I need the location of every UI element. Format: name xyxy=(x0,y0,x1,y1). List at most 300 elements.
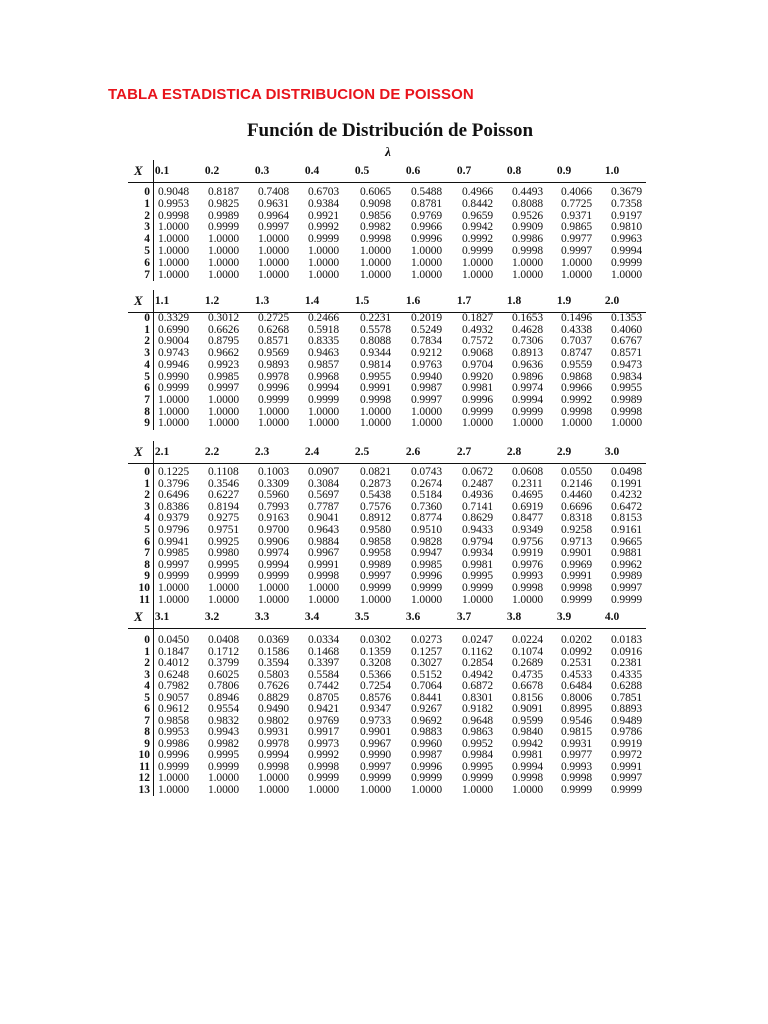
probability-cell: 0.9998 xyxy=(308,570,340,583)
probability-cell: 0.9987 xyxy=(411,749,443,761)
probability-cell: 0.8571 xyxy=(611,347,643,360)
table-row xyxy=(128,749,648,761)
lambda-value: 1.9 xyxy=(556,295,572,307)
lambda-value: 3.6 xyxy=(405,611,421,623)
probability-cell: 0.9212 xyxy=(411,347,443,360)
x-value: 1 xyxy=(144,477,150,490)
lambda-value: 0.9 xyxy=(556,165,572,177)
table-row xyxy=(128,347,648,359)
probability-cell: 0.9275 xyxy=(208,512,240,525)
lambda-header-row xyxy=(128,160,646,183)
probability-cell: 1.0000 xyxy=(308,256,340,269)
probability-cell: 0.9884 xyxy=(308,535,340,548)
probability-cell: 0.6990 xyxy=(158,323,190,336)
table-row xyxy=(128,382,648,394)
probability-cell: 0.9786 xyxy=(611,726,643,738)
probability-cell: 0.9997 xyxy=(411,393,443,406)
lambda-value: 3.2 xyxy=(204,611,220,623)
probability-cell: 0.9997 xyxy=(158,558,190,571)
lambda-value: 2.5 xyxy=(354,446,370,458)
probability-cell: 0.6025 xyxy=(208,668,240,681)
lambda-value: 2.0 xyxy=(604,295,620,307)
x-value: 6 xyxy=(144,382,150,395)
probability-cell: 0.9992 xyxy=(308,221,340,234)
probability-cell: 0.9999 xyxy=(308,233,340,246)
probability-cell: 0.7982 xyxy=(158,680,190,692)
probability-cell: 1.0000 xyxy=(462,268,494,281)
probability-cell: 0.9665 xyxy=(611,535,643,548)
probability-cell: 0.9098 xyxy=(360,197,392,210)
probability-cell: 0.9379 xyxy=(158,512,190,525)
probability-cell: 0.0550 xyxy=(561,466,593,478)
probability-cell: 0.9943 xyxy=(208,726,240,738)
probability-cell: 0.0498 xyxy=(611,466,643,478)
probability-cell: 0.9976 xyxy=(512,558,544,571)
probability-cell: 0.9580 xyxy=(360,524,392,536)
probability-cell: 0.5184 xyxy=(411,489,443,502)
probability-cell: 0.2311 xyxy=(512,477,543,490)
x-value: 6 xyxy=(144,703,150,715)
probability-cell: 0.1653 xyxy=(512,312,544,324)
lambda-value: 2.2 xyxy=(204,446,220,458)
probability-cell: 1.0000 xyxy=(158,245,190,257)
probability-cell: 0.9955 xyxy=(611,382,643,395)
probability-cell: 0.7360 xyxy=(411,500,443,513)
probability-cell: 0.4493 xyxy=(512,186,544,198)
lambda-value: 1.2 xyxy=(204,295,220,307)
table-row xyxy=(128,692,648,704)
probability-cell: 0.9463 xyxy=(308,347,340,360)
probability-cell: 0.9612 xyxy=(158,703,190,715)
probability-cell: 0.9998 xyxy=(158,209,190,222)
table-row xyxy=(128,512,648,524)
table-row xyxy=(128,772,648,784)
probability-cell: 0.8893 xyxy=(611,703,643,715)
x-value: 8 xyxy=(144,726,150,738)
lambda-value: 0.3 xyxy=(254,165,270,177)
probability-cell: 1.0000 xyxy=(158,582,190,594)
probability-cell: 0.9986 xyxy=(158,737,190,750)
probability-cell: 1.0000 xyxy=(462,783,494,796)
probability-cell: 0.9662 xyxy=(208,347,240,360)
probability-cell: 0.3796 xyxy=(158,477,190,490)
probability-cell: 0.1225 xyxy=(158,466,190,478)
probability-cell: 1.0000 xyxy=(360,593,392,606)
probability-cell: 0.9881 xyxy=(611,547,643,560)
probability-cell: 0.9182 xyxy=(462,703,494,715)
probability-cell: 0.9942 xyxy=(462,221,494,234)
probability-cell: 0.9999 xyxy=(611,593,643,606)
probability-cell: 0.9963 xyxy=(611,233,643,246)
probability-cell: 0.9996 xyxy=(411,760,443,773)
probability-cell: 0.9990 xyxy=(360,749,392,761)
probability-cell: 0.0907 xyxy=(308,466,340,478)
lambda-value: 3.9 xyxy=(556,611,572,623)
probability-cell: 1.0000 xyxy=(308,405,340,418)
lambda-value: 0.2 xyxy=(204,165,220,177)
probability-cell: 0.8576 xyxy=(360,691,392,704)
probability-cell: 0.9756 xyxy=(512,535,544,548)
probability-cell: 1.0000 xyxy=(360,256,392,269)
table-row xyxy=(128,634,648,646)
probability-cell: 0.7064 xyxy=(411,680,443,692)
x-value: 4 xyxy=(144,233,150,246)
probability-cell: 0.2854 xyxy=(462,657,494,669)
probability-cell: 0.9999 xyxy=(462,772,494,784)
probability-cell: 1.0000 xyxy=(258,233,290,246)
probability-cell: 0.9999 xyxy=(360,772,392,784)
probability-cell: 0.9769 xyxy=(411,209,443,222)
probability-cell: 0.1586 xyxy=(258,645,290,658)
probability-cell: 0.4460 xyxy=(561,489,593,502)
probability-cell: 0.9636 xyxy=(512,358,544,371)
x-value: 10 xyxy=(138,749,150,761)
x-value: 7 xyxy=(144,268,150,281)
probability-cell: 0.5960 xyxy=(258,489,290,502)
probability-cell: 1.0000 xyxy=(208,593,240,606)
probability-cell: 0.5918 xyxy=(308,323,340,336)
probability-cell: 0.9832 xyxy=(208,714,240,727)
x-value: 1 xyxy=(144,645,150,658)
probability-cell: 0.0821 xyxy=(360,466,392,478)
probability-cell: 0.9999 xyxy=(258,393,290,406)
probability-cell: 0.6472 xyxy=(611,500,643,513)
probability-cell: 0.6288 xyxy=(611,680,643,692)
probability-cell: 0.9648 xyxy=(462,714,494,727)
table-row xyxy=(128,582,648,594)
probability-cell: 0.9041 xyxy=(308,512,340,525)
probability-cell: 0.9995 xyxy=(208,749,240,761)
x-value: 4 xyxy=(144,680,150,692)
table-row xyxy=(128,761,648,773)
probability-cell: 0.9989 xyxy=(208,209,240,222)
probability-cell: 0.9998 xyxy=(512,245,544,257)
probability-cell: 0.9996 xyxy=(462,393,494,406)
probability-cell: 0.5697 xyxy=(308,489,340,502)
probability-cell: 0.9994 xyxy=(512,760,544,773)
probability-cell: 0.9863 xyxy=(462,726,494,738)
probability-cell: 1.0000 xyxy=(308,268,340,281)
probability-cell: 0.9977 xyxy=(561,749,593,761)
probability-cell: 0.9980 xyxy=(208,547,240,560)
x-value: 1 xyxy=(144,197,150,210)
probability-cell: 0.2873 xyxy=(360,477,392,490)
lambda-value: 1.5 xyxy=(354,295,370,307)
probability-cell: 0.8774 xyxy=(411,512,443,525)
probability-cell: 0.9893 xyxy=(258,358,290,371)
lambda-value: 3.3 xyxy=(254,611,270,623)
probability-cell: 0.7993 xyxy=(258,500,290,513)
table-row xyxy=(128,221,648,233)
probability-cell: 0.9942 xyxy=(512,737,544,750)
probability-cell: 0.9999 xyxy=(411,772,443,784)
table-row xyxy=(128,269,648,281)
x-value: 5 xyxy=(144,691,150,704)
lambda-value: 2.1 xyxy=(154,446,170,458)
probability-cell: 1.0000 xyxy=(258,417,290,430)
probability-cell: 0.9999 xyxy=(158,570,190,583)
table-row xyxy=(128,245,648,257)
probability-cell: 0.2231 xyxy=(360,312,392,324)
probability-cell: 0.8829 xyxy=(258,691,290,704)
probability-cell: 0.9802 xyxy=(258,714,290,727)
probability-cell: 0.9883 xyxy=(411,726,443,738)
probability-cell: 0.8088 xyxy=(512,197,544,210)
probability-cell: 0.9996 xyxy=(411,233,443,246)
probability-cell: 1.0000 xyxy=(158,417,190,430)
x-value: 2 xyxy=(144,335,150,348)
probability-cell: 0.4695 xyxy=(512,489,544,502)
probability-cell: 1.0000 xyxy=(258,268,290,281)
probability-cell: 0.9631 xyxy=(258,197,290,210)
probability-cell: 1.0000 xyxy=(158,233,190,246)
probability-cell: 0.3309 xyxy=(258,477,290,490)
probability-cell: 0.9991 xyxy=(561,570,593,583)
probability-cell: 1.0000 xyxy=(512,593,544,606)
probability-cell: 0.9997 xyxy=(360,570,392,583)
probability-cell: 0.5366 xyxy=(360,668,392,681)
probability-cell: 0.6767 xyxy=(611,335,643,348)
probability-cell: 0.9700 xyxy=(258,524,290,536)
probability-cell: 0.9974 xyxy=(512,382,544,395)
probability-cell: 0.9964 xyxy=(258,209,290,222)
probability-cell: 0.9982 xyxy=(208,737,240,750)
probability-cell: 0.9763 xyxy=(411,358,443,371)
x-value: 0 xyxy=(144,634,150,646)
lambda-value: 2.3 xyxy=(254,446,270,458)
probability-cell: 0.9992 xyxy=(308,749,340,761)
probability-cell: 0.6678 xyxy=(512,680,544,692)
probability-cell: 0.7576 xyxy=(360,500,392,513)
lambda-value: 3.5 xyxy=(354,611,370,623)
probability-cell: 0.0202 xyxy=(561,634,593,646)
lambda-header-row xyxy=(128,606,646,629)
probability-cell: 1.0000 xyxy=(258,245,290,257)
probability-cell: 0.9967 xyxy=(360,737,392,750)
probability-cell: 0.7834 xyxy=(411,335,443,348)
probability-cell: 0.1991 xyxy=(611,477,643,490)
table-row xyxy=(128,570,648,582)
probability-cell: 1.0000 xyxy=(258,405,290,418)
probability-cell: 0.2725 xyxy=(258,312,290,324)
probability-cell: 0.6703 xyxy=(308,186,340,198)
probability-cell: 0.9999 xyxy=(462,245,494,257)
lambda-value: 2.6 xyxy=(405,446,421,458)
table-row xyxy=(128,669,648,681)
x-value: 3 xyxy=(144,221,150,234)
probability-cell: 0.7141 xyxy=(462,500,494,513)
probability-cell: 0.9999 xyxy=(611,783,643,796)
probability-cell: 1.0000 xyxy=(360,245,392,257)
probability-cell: 0.2674 xyxy=(411,477,443,490)
lambda-header-row xyxy=(128,441,646,464)
probability-cell: 0.9962 xyxy=(611,558,643,571)
probability-cell: 0.9840 xyxy=(512,726,544,738)
probability-cell: 0.4735 xyxy=(512,668,544,681)
table-row xyxy=(128,657,648,669)
probability-cell: 1.0000 xyxy=(208,772,240,784)
x-value: 5 xyxy=(144,370,150,383)
probability-cell: 0.9163 xyxy=(258,512,290,525)
probability-cell: 0.9559 xyxy=(561,358,593,371)
x-column-label: X xyxy=(134,163,143,178)
probability-cell: 0.6696 xyxy=(561,500,593,513)
probability-cell: 0.9995 xyxy=(462,760,494,773)
x-value: 7 xyxy=(144,393,150,406)
x-value: 9 xyxy=(144,570,150,583)
probability-cell: 0.9946 xyxy=(158,358,190,371)
probability-cell: 0.9931 xyxy=(561,737,593,750)
probability-cell: 0.9941 xyxy=(158,535,190,548)
probability-cell: 0.6872 xyxy=(462,680,494,692)
probability-cell: 0.9999 xyxy=(462,582,494,594)
probability-cell: 0.9048 xyxy=(158,186,190,198)
probability-cell: 1.0000 xyxy=(462,417,494,430)
lambda-value: 2.7 xyxy=(456,446,472,458)
probability-cell: 0.4533 xyxy=(561,668,593,681)
probability-cell: 0.3012 xyxy=(208,312,240,324)
probability-cell: 0.6248 xyxy=(158,668,190,681)
probability-cell: 0.9919 xyxy=(611,737,643,750)
probability-cell: 0.9993 xyxy=(561,760,593,773)
probability-cell: 0.0302 xyxy=(360,634,392,646)
probability-cell: 0.5488 xyxy=(411,186,443,198)
probability-cell: 0.7572 xyxy=(462,335,494,348)
x-value: 7 xyxy=(144,714,150,727)
probability-cell: 1.0000 xyxy=(158,221,190,234)
lambda-value: 3.0 xyxy=(604,446,620,458)
probability-cell: 0.9968 xyxy=(308,370,340,383)
x-value: 0 xyxy=(144,186,150,198)
probability-cell: 0.4335 xyxy=(611,668,643,681)
x-value: 8 xyxy=(144,405,150,418)
probability-cell: 0.9998 xyxy=(561,405,593,418)
probability-cell: 0.8335 xyxy=(308,335,340,348)
probability-cell: 1.0000 xyxy=(208,256,240,269)
probability-cell: 0.9925 xyxy=(208,535,240,548)
probability-cell: 0.9955 xyxy=(360,370,392,383)
probability-cell: 1.0000 xyxy=(308,783,340,796)
probability-cell: 0.4942 xyxy=(462,668,494,681)
probability-cell: 0.9978 xyxy=(258,737,290,750)
probability-cell: 0.9751 xyxy=(208,524,240,536)
probability-cell: 0.9952 xyxy=(462,737,494,750)
probability-cell: 0.9994 xyxy=(611,245,643,257)
lambda-value: 1.6 xyxy=(405,295,421,307)
table-row xyxy=(128,524,648,536)
probability-cell: 0.8442 xyxy=(462,197,494,210)
probability-cell: 0.7806 xyxy=(208,680,240,692)
probability-cell: 0.9934 xyxy=(462,547,494,560)
table-row xyxy=(128,312,648,324)
probability-cell: 0.8913 xyxy=(512,347,544,360)
probability-cell: 1.0000 xyxy=(411,417,443,430)
lambda-value: 2.8 xyxy=(506,446,522,458)
x-value: 1 xyxy=(144,323,150,336)
probability-cell: 0.8088 xyxy=(360,335,392,348)
probability-cell: 0.9999 xyxy=(360,582,392,594)
probability-cell: 1.0000 xyxy=(208,405,240,418)
probability-cell: 0.8187 xyxy=(208,186,240,198)
probability-cell: 0.9344 xyxy=(360,347,392,360)
lambda-symbol: λ xyxy=(385,144,391,159)
probability-cell: 1.0000 xyxy=(208,268,240,281)
probability-cell: 0.9258 xyxy=(561,524,593,536)
probability-cell: 1.0000 xyxy=(411,593,443,606)
probability-cell: 0.9999 xyxy=(561,783,593,796)
table-row xyxy=(128,559,648,571)
x-value: 8 xyxy=(144,558,150,571)
probability-cell: 1.0000 xyxy=(561,268,593,281)
probability-cell: 0.1108 xyxy=(208,466,239,478)
probability-cell: 0.4628 xyxy=(512,323,544,336)
probability-cell: 0.9704 xyxy=(462,358,494,371)
table-row xyxy=(128,478,648,490)
probability-cell: 0.9958 xyxy=(360,547,392,560)
probability-cell: 0.8629 xyxy=(462,512,494,525)
x-value: 12 xyxy=(138,772,150,784)
x-value: 0 xyxy=(144,466,150,478)
probability-cell: 0.9998 xyxy=(258,760,290,773)
probability-cell: 0.9977 xyxy=(561,233,593,246)
probability-cell: 0.6268 xyxy=(258,323,290,336)
probability-cell: 0.0992 xyxy=(561,645,593,658)
probability-cell: 0.3397 xyxy=(308,657,340,669)
probability-cell: 1.0000 xyxy=(208,582,240,594)
probability-cell: 0.9985 xyxy=(158,547,190,560)
probability-cell: 0.3084 xyxy=(308,477,340,490)
probability-cell: 0.9384 xyxy=(308,197,340,210)
document-heading: TABLA ESTADISTICA DISTRIBUCION DE POISSON xyxy=(108,86,474,103)
probability-cell: 0.2487 xyxy=(462,477,494,490)
probability-cell: 0.6626 xyxy=(208,323,240,336)
probability-cell: 1.0000 xyxy=(208,245,240,257)
probability-cell: 1.0000 xyxy=(208,417,240,430)
probability-cell: 0.9510 xyxy=(411,524,443,536)
probability-cell: 0.9999 xyxy=(611,256,643,269)
lambda-value: 3.8 xyxy=(506,611,522,623)
probability-cell: 0.9990 xyxy=(158,370,190,383)
lambda-value: 3.4 xyxy=(304,611,320,623)
table-row xyxy=(128,536,648,548)
lambda-value: 2.9 xyxy=(556,446,572,458)
probability-cell: 0.9909 xyxy=(512,221,544,234)
probability-cell: 1.0000 xyxy=(611,417,643,430)
probability-cell: 0.9554 xyxy=(208,703,240,715)
probability-cell: 0.9490 xyxy=(258,703,290,715)
probability-cell: 0.9713 xyxy=(561,535,593,548)
probability-cell: 0.9856 xyxy=(360,209,392,222)
probability-cell: 0.9973 xyxy=(308,737,340,750)
probability-cell: 0.8156 xyxy=(512,691,544,704)
probability-cell: 0.0369 xyxy=(258,634,290,646)
probability-cell: 0.9999 xyxy=(158,382,190,395)
probability-cell: 0.6484 xyxy=(561,680,593,692)
probability-cell: 0.1468 xyxy=(308,645,340,658)
probability-cell: 1.0000 xyxy=(258,582,290,594)
probability-cell: 0.9733 xyxy=(360,714,392,727)
probability-cell: 1.0000 xyxy=(462,593,494,606)
table-row xyxy=(128,680,648,692)
probability-cell: 0.4966 xyxy=(462,186,494,198)
x-column-label: X xyxy=(134,444,143,459)
probability-cell: 0.3594 xyxy=(258,657,290,669)
probability-cell: 0.1257 xyxy=(411,645,443,658)
probability-cell: 1.0000 xyxy=(208,393,240,406)
probability-cell: 0.7626 xyxy=(258,680,290,692)
table-row xyxy=(128,784,648,796)
table-row xyxy=(128,417,648,429)
